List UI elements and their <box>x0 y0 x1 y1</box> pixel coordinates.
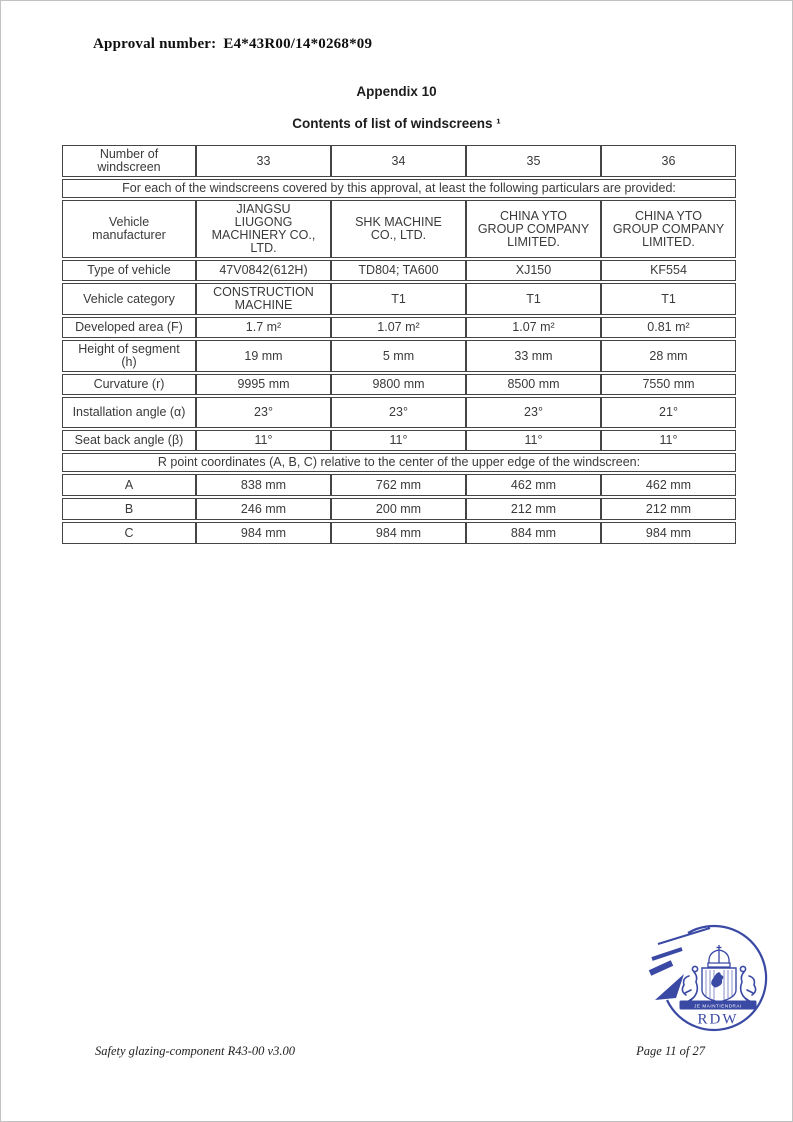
spec-value: 23° <box>196 397 331 428</box>
spec-value: 5 mm <box>331 340 466 372</box>
coordinate-value: 838 mm <box>196 474 331 496</box>
coordinate-value: 246 mm <box>196 498 331 520</box>
table-note: For each of the windscreens covered by this approval, at least the following particulars are provided: <box>62 179 736 198</box>
coordinate-value: 212 mm <box>466 498 601 520</box>
spec-value: KF554 <box>601 260 736 281</box>
coordinate-value: 884 mm <box>466 522 601 544</box>
footer-document-version: Safety glazing-component R43-00 v3.00 <box>95 1044 295 1058</box>
row-label: B <box>62 498 196 520</box>
spec-value: 23° <box>331 397 466 428</box>
spec-value: 8500 mm <box>466 374 601 395</box>
spec-row <box>62 260 736 281</box>
coordinate-value: 984 mm <box>331 522 466 544</box>
spec-value: 23° <box>466 397 601 428</box>
spec-value: CHINA YTO GROUP COMPANY LIMITED. <box>466 200 601 258</box>
spec-value: 47V0842(612H) <box>196 260 331 281</box>
lion-right-icon <box>740 966 755 1005</box>
spec-value: 1.7 m² <box>196 317 331 338</box>
spec-value: T1 <box>331 283 466 315</box>
spec-value: 1.07 m² <box>466 317 601 338</box>
rdw-stamp <box>648 922 778 1034</box>
row-label: C <box>62 522 196 544</box>
row-label: Developed area (F) <box>62 317 196 338</box>
spec-value: XJ150 <box>466 260 601 281</box>
row-label: Height of segment (h) <box>62 340 196 372</box>
r-point-note-row <box>62 453 736 472</box>
row-label: Installation angle (α) <box>62 397 196 428</box>
motto-text: JE MAINTIENDRAI <box>694 1003 742 1009</box>
spec-value: 11° <box>196 430 331 451</box>
row-label: Vehicle category <box>62 283 196 315</box>
spec-value: 19 mm <box>196 340 331 372</box>
spec-value: 0.81 m² <box>601 317 736 338</box>
spec-value: 7550 mm <box>601 374 736 395</box>
header-label: Number of windscreen <box>62 145 196 177</box>
row-label: A <box>62 474 196 496</box>
spec-value: CHINA YTO GROUP COMPANY LIMITED. <box>601 200 736 258</box>
spec-value: 21° <box>601 397 736 428</box>
footer-page-number: Page 11 of 27 <box>636 1044 705 1058</box>
dutch-shield-icon <box>702 968 736 1002</box>
spec-row <box>62 340 736 372</box>
row-label: Seat back angle (β) <box>62 430 196 451</box>
coordinate-value: 212 mm <box>601 498 736 520</box>
coordinate-value: 984 mm <box>601 522 736 544</box>
spec-value: 11° <box>601 430 736 451</box>
coordinate-value: 200 mm <box>331 498 466 520</box>
spec-value: 28 mm <box>601 340 736 372</box>
approval-number-value: E4*43R00/14*0268*09 <box>223 36 373 52</box>
spec-value: TD804; TA600 <box>331 260 466 281</box>
table-header-row <box>62 145 736 177</box>
row-label: Curvature (r) <box>62 374 196 395</box>
appendix-title: Appendix 10 <box>356 84 437 99</box>
windscreen-number: 34 <box>331 145 466 177</box>
approval-number <box>93 36 372 53</box>
lion-left-icon <box>682 966 697 1005</box>
page-title: Contents of list of windscreens ¹ <box>292 116 501 131</box>
coordinate-value: 984 mm <box>196 522 331 544</box>
spec-value: 11° <box>331 430 466 451</box>
spec-row <box>62 397 736 428</box>
spec-value: 11° <box>466 430 601 451</box>
spec-row <box>62 317 736 338</box>
windscreen-specs-table <box>62 143 736 546</box>
spec-value: CONSTRUCTION MACHINE <box>196 283 331 315</box>
spec-row <box>62 283 736 315</box>
approval-number-label: Approval number: <box>93 36 217 52</box>
spec-row <box>62 374 736 395</box>
spec-value: JIANGSU LIUGONG MACHINERY CO., LTD. <box>196 200 331 258</box>
row-label: Vehicle manufacturer <box>62 200 196 258</box>
spec-value: SHK MACHINE CO., LTD. <box>331 200 466 258</box>
spec-row <box>62 430 736 451</box>
coordinate-value: 462 mm <box>601 474 736 496</box>
spec-value: T1 <box>601 283 736 315</box>
stamp-stripes-icon <box>650 928 710 1000</box>
motto-banner <box>680 1001 756 1009</box>
rdw-text: RDW <box>697 1011 739 1028</box>
windscreen-number: 35 <box>466 145 601 177</box>
page-footer <box>95 1044 705 1059</box>
windscreen-number: 33 <box>196 145 331 177</box>
spec-value: T1 <box>466 283 601 315</box>
spec-value: 33 mm <box>466 340 601 372</box>
spec-value: 1.07 m² <box>331 317 466 338</box>
coordinate-row <box>62 474 736 496</box>
coordinate-row <box>62 498 736 520</box>
intro-note-row <box>62 179 736 198</box>
coordinate-row <box>62 522 736 544</box>
windscreen-number: 36 <box>601 145 736 177</box>
coordinate-value: 462 mm <box>466 474 601 496</box>
spec-value: 9995 mm <box>196 374 331 395</box>
spec-row <box>62 200 736 258</box>
row-label: Type of vehicle <box>62 260 196 281</box>
spec-value: 9800 mm <box>331 374 466 395</box>
dutch-crown-icon <box>708 945 730 967</box>
coordinate-value: 762 mm <box>331 474 466 496</box>
table-note: R point coordinates (A, B, C) relative to the center of the upper edge of the windscreen: <box>62 453 736 472</box>
